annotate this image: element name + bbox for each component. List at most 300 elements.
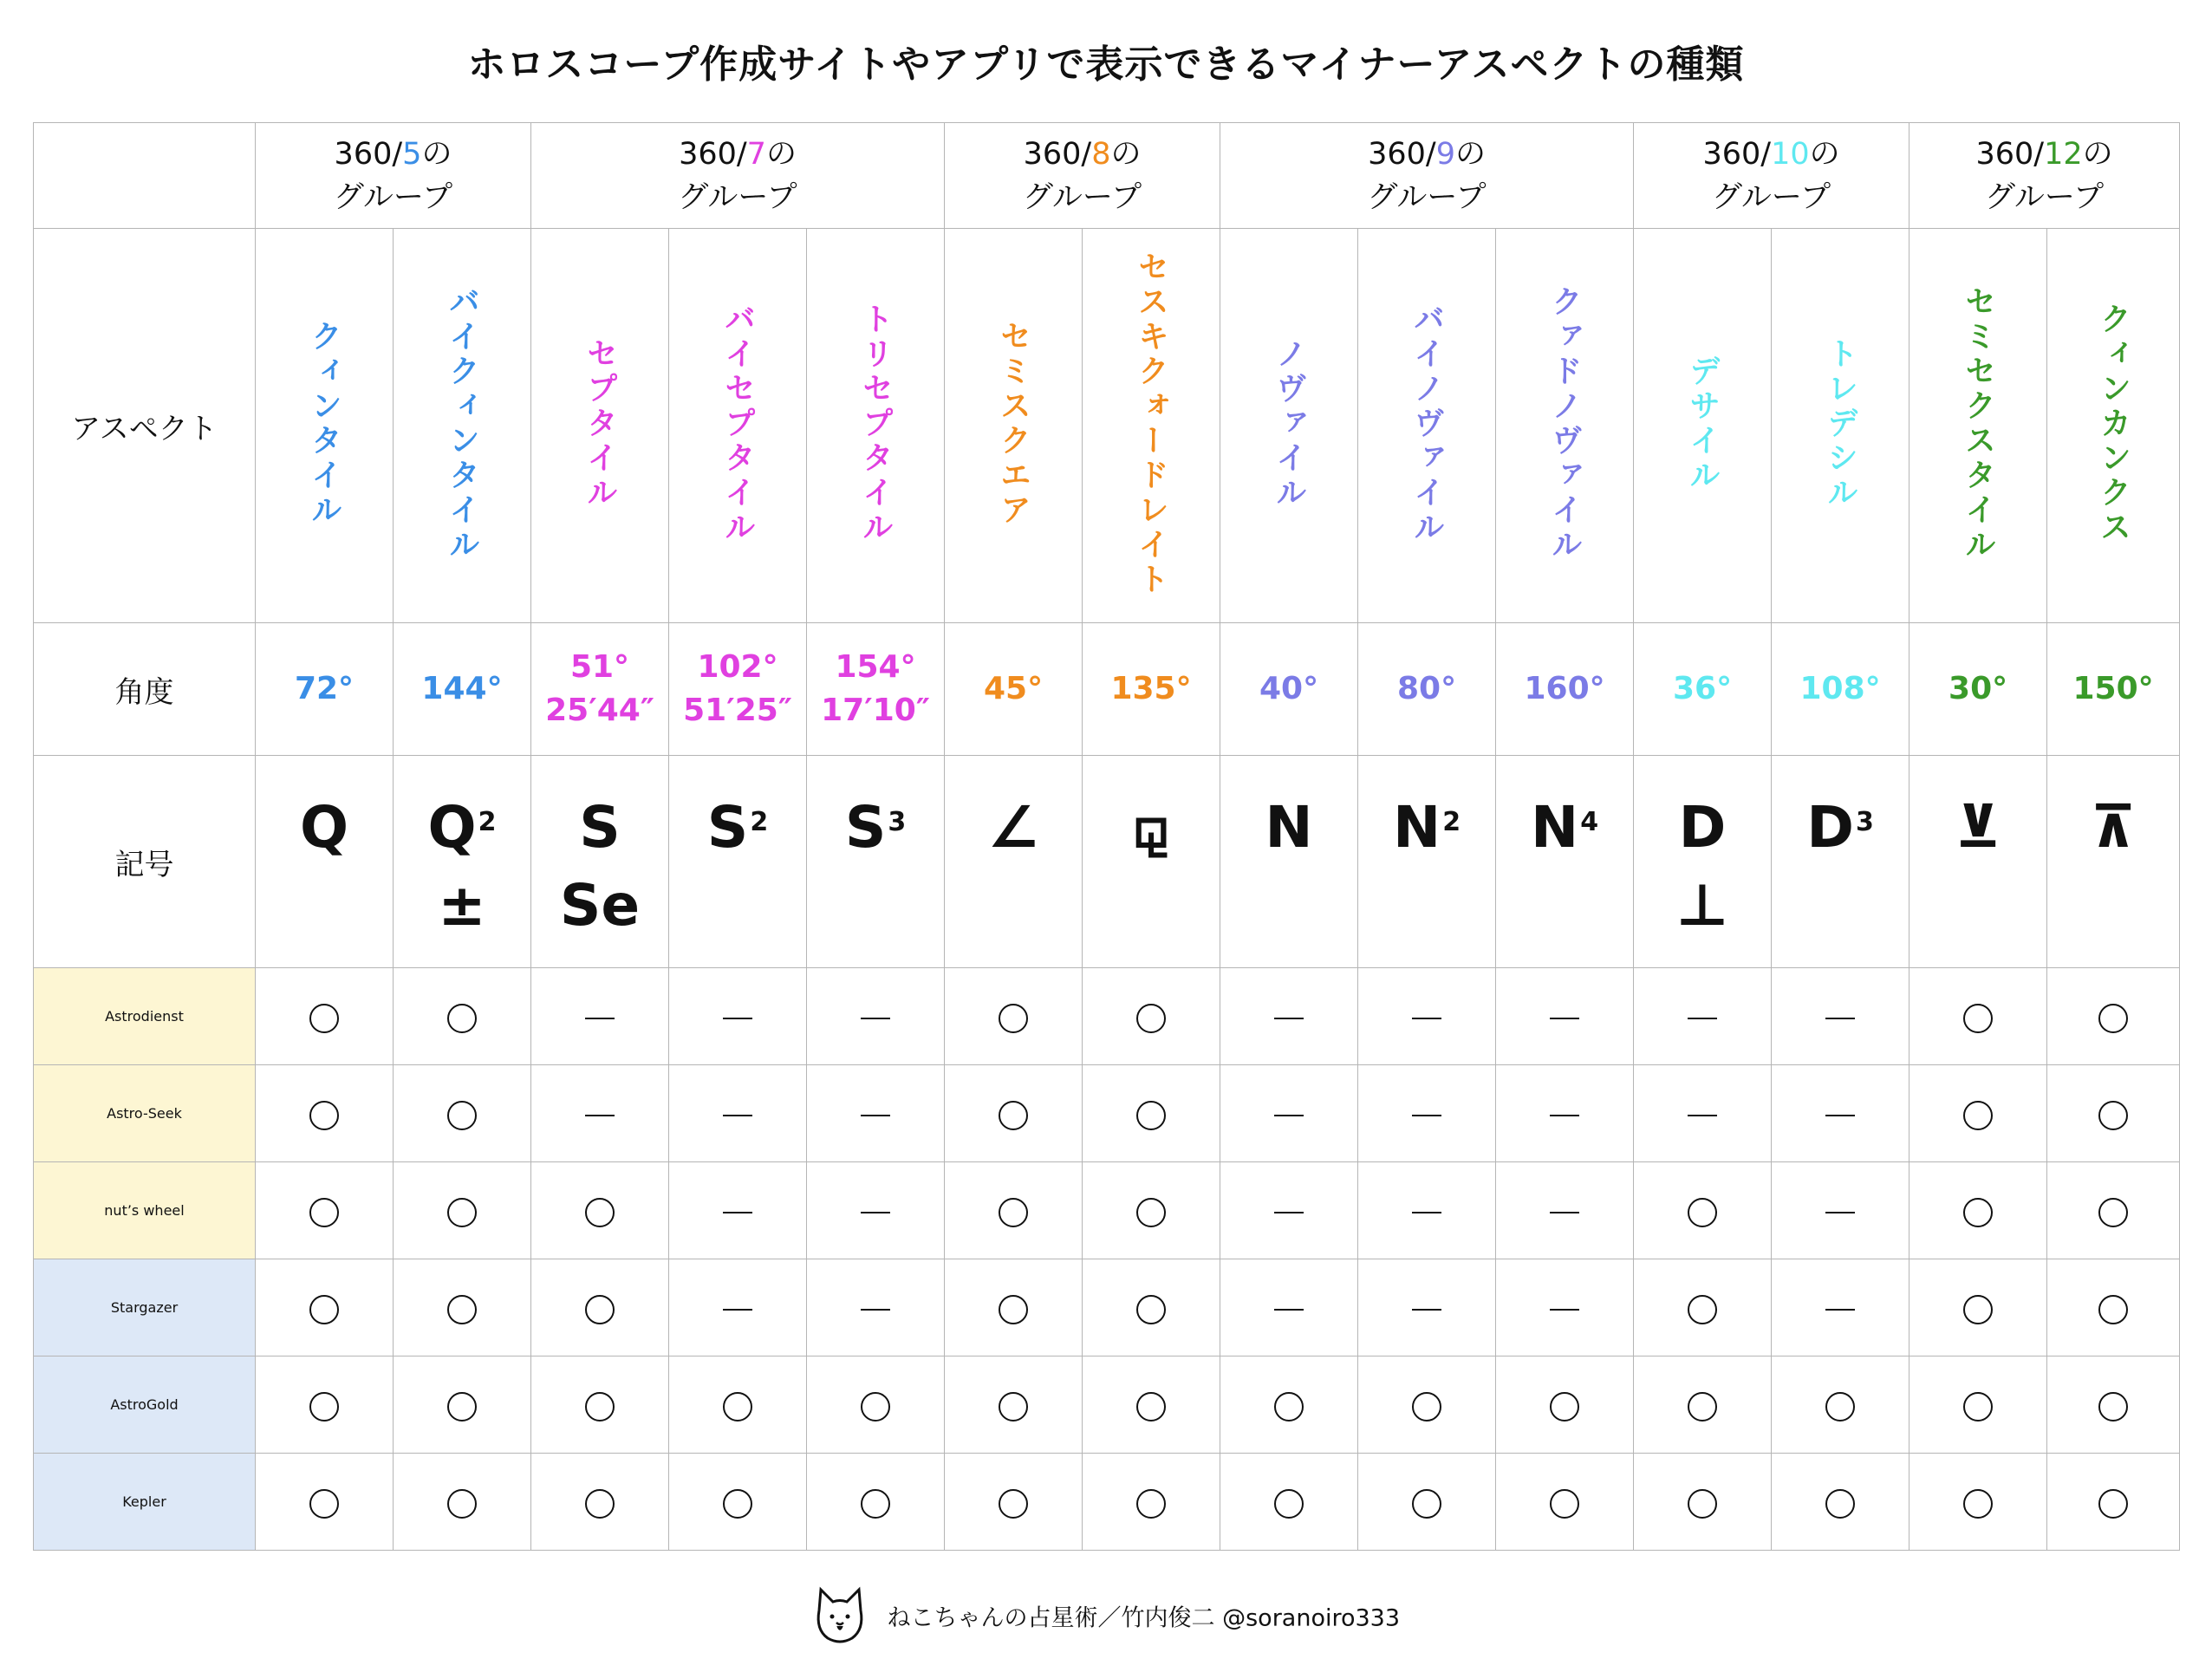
supported-mark: [999, 1198, 1028, 1227]
angle-degrees: 30°: [1949, 671, 2008, 706]
symbol-superscript: 2: [750, 807, 769, 837]
group-suffix: の: [1454, 136, 1486, 172]
support-cell: [1358, 1259, 1496, 1356]
support-cell: [1634, 1162, 1772, 1259]
support-cell: [1496, 1065, 1634, 1162]
support-cell: [1772, 1259, 1909, 1356]
group-prefix: 360/: [1368, 136, 1436, 172]
supported-mark: [1963, 1198, 1993, 1227]
unsupported-mark: [1825, 1212, 1855, 1213]
supported-mark: [309, 1489, 339, 1519]
group-prefix: 360/: [679, 136, 747, 172]
aspect-name: クィンタイル: [306, 320, 342, 528]
aspect-symbol: ∠: [987, 794, 1039, 861]
supported-mark: [1274, 1489, 1304, 1519]
supported-mark: [1412, 1489, 1441, 1519]
supported-mark: [309, 1004, 339, 1033]
angle-row: [34, 623, 2180, 756]
aspect-name-cell: [945, 229, 1083, 623]
angle-cell: [669, 623, 807, 756]
supported-mark: [723, 1489, 752, 1519]
support-cell: [2047, 968, 2180, 1065]
unsupported-mark: [1412, 1309, 1441, 1311]
aspect-symbol: D: [1678, 794, 1727, 861]
symbol-cell: [2047, 756, 2180, 968]
support-cell: [1083, 1162, 1220, 1259]
aspect-name: デサイル: [1684, 355, 1721, 493]
supported-mark: [447, 1101, 477, 1130]
support-cell: [256, 1162, 394, 1259]
aspect-name: バイセプタイル: [719, 303, 756, 545]
unsupported-mark: [861, 1212, 890, 1213]
aspect-symbol: S: [579, 794, 621, 861]
unsupported-mark: [1274, 1309, 1304, 1311]
symbol-superscript: 2: [1442, 807, 1461, 837]
support-cell: [1496, 1356, 1634, 1454]
support-cell: [1220, 1162, 1358, 1259]
aspect-name-cell: [1909, 229, 2047, 623]
aspect-symbol: ⊼: [2090, 794, 2137, 861]
unsupported-mark: [723, 1018, 752, 1019]
aspect-name: トリセプタイル: [857, 303, 894, 545]
group-number: 9: [1435, 136, 1455, 172]
aspect-name: セスキクォードレイト: [1133, 250, 1169, 597]
support-cell: [394, 1356, 531, 1454]
supported-mark: [2098, 1295, 2128, 1324]
angle-cell: [531, 623, 669, 756]
supported-mark: [1136, 1101, 1166, 1130]
supported-mark: [723, 1392, 752, 1422]
app-name: AstroGold: [34, 1356, 256, 1454]
unsupported-mark: [1412, 1018, 1441, 1019]
symbol-cell: [1772, 756, 1909, 968]
unsupported-mark: [1274, 1212, 1304, 1213]
supported-mark: [309, 1198, 339, 1227]
support-cell: [945, 1259, 1083, 1356]
unsupported-mark: [1274, 1018, 1304, 1019]
angle-cell: [1496, 623, 1634, 756]
angle-degrees: 72°: [294, 671, 355, 706]
angle-cell: [945, 623, 1083, 756]
unsupported-mark: [1550, 1115, 1579, 1116]
support-cell: [945, 968, 1083, 1065]
angle-degrees: 135°: [1110, 671, 1192, 706]
support-cell: [1909, 1356, 2047, 1454]
angle-cell: [394, 623, 531, 756]
supported-mark: [999, 1489, 1028, 1519]
supported-mark: [1412, 1392, 1441, 1422]
unsupported-mark: [1825, 1115, 1855, 1116]
angle-cell: [1634, 623, 1772, 756]
symbol-cell: [1634, 756, 1772, 968]
support-cell: [1634, 1356, 1772, 1454]
support-cell: [531, 1356, 669, 1454]
symbol-cell: [669, 756, 807, 968]
app-row: [34, 968, 2180, 1065]
symbol-cell: [394, 756, 531, 968]
supported-mark: [1963, 1489, 1993, 1519]
support-cell: [1083, 1065, 1220, 1162]
angle-degrees: 154°: [835, 649, 916, 685]
symbol-cell: [1083, 756, 1220, 968]
supported-mark: [2098, 1101, 2128, 1130]
symbol-superscript: 2: [478, 807, 497, 837]
group-label: グループ: [1984, 179, 2105, 215]
support-cell: [1358, 1065, 1496, 1162]
aspect-symbol: N: [1265, 794, 1313, 861]
support-cell: [1496, 1454, 1634, 1551]
unsupported-mark: [1688, 1115, 1717, 1116]
supported-mark: [2098, 1198, 2128, 1227]
aspect-name-cell: [394, 229, 531, 623]
app-name: nut’s wheel: [34, 1162, 256, 1259]
support-cell: [394, 1259, 531, 1356]
support-cell: [1083, 968, 1220, 1065]
aspect-name: クィンカンクス: [2095, 303, 2131, 545]
group-label: グループ: [678, 179, 797, 215]
angle-degrees: 80°: [1396, 671, 1457, 706]
app-row: [34, 1454, 2180, 1551]
support-cell: [1909, 1454, 2047, 1551]
row-label-aspect: アスペクト: [34, 229, 256, 623]
aspect-name: トレデシル: [1822, 337, 1858, 511]
supported-mark: [1963, 1295, 1993, 1324]
support-cell: [1909, 968, 2047, 1065]
aspect-name: クァドノヴァイル: [1546, 285, 1583, 563]
group-suffix: の: [2082, 136, 2113, 172]
group-label: グループ: [333, 179, 453, 215]
supported-mark: [1825, 1489, 1855, 1519]
group-header: [1220, 123, 1634, 229]
unsupported-mark: [1412, 1212, 1441, 1213]
support-cell: [531, 968, 669, 1065]
unsupported-mark: [1412, 1115, 1441, 1116]
unsupported-mark: [1550, 1309, 1579, 1311]
aspect-name-cell: [1772, 229, 1909, 623]
aspect-symbol-alt: Se: [559, 872, 641, 939]
aspect-name: セミスクエア: [995, 320, 1031, 528]
symbol-cell: [256, 756, 394, 968]
aspect-name: セミセクスタイル: [1960, 285, 1996, 563]
support-cell: [1634, 968, 1772, 1065]
aspect-symbol: ⚼: [1131, 794, 1171, 861]
support-cell: [807, 968, 945, 1065]
group-prefix: 360/: [334, 136, 403, 172]
support-cell: [2047, 1356, 2180, 1454]
supported-mark: [999, 1101, 1028, 1130]
angle-cell: [2047, 623, 2180, 756]
support-cell: [256, 1454, 394, 1551]
support-cell: [1358, 1454, 1496, 1551]
unsupported-mark: [1550, 1018, 1579, 1019]
support-cell: [531, 1065, 669, 1162]
aspect-name-cell: [256, 229, 394, 623]
corner-cell: [34, 123, 256, 229]
supported-mark: [999, 1004, 1028, 1033]
aspect-symbol: N: [1392, 794, 1441, 861]
app-name: Kepler: [34, 1454, 256, 1551]
support-cell: [2047, 1065, 2180, 1162]
support-cell: [1909, 1259, 2047, 1356]
support-cell: [945, 1162, 1083, 1259]
angle-minutes: 51′25″: [683, 693, 792, 728]
supported-mark: [309, 1392, 339, 1422]
aspect-name-cell: [1358, 229, 1496, 623]
support-cell: [1083, 1454, 1220, 1551]
support-cell: [807, 1356, 945, 1454]
aspect-name-cell: [1496, 229, 1634, 623]
supported-mark: [585, 1392, 615, 1422]
group-prefix: 360/: [1702, 136, 1772, 172]
supported-mark: [1963, 1101, 1993, 1130]
group-header: [531, 123, 945, 229]
symbol-row: [34, 756, 2180, 968]
angle-degrees: 51°: [569, 649, 630, 685]
unsupported-mark: [861, 1018, 890, 1019]
group-label: グループ: [1711, 179, 1831, 215]
support-cell: [1083, 1356, 1220, 1454]
aspect-symbol: N: [1530, 794, 1579, 861]
support-cell: [394, 1454, 531, 1551]
aspect-name-cell: [807, 229, 945, 623]
aspect-name: バイクィンタイル: [444, 285, 480, 563]
supported-mark: [2098, 1392, 2128, 1422]
supported-mark: [1274, 1392, 1304, 1422]
angle-cell: [807, 623, 945, 756]
app-row: [34, 1356, 2180, 1454]
symbol-cell: [1496, 756, 1634, 968]
support-cell: [1772, 1162, 1909, 1259]
unsupported-mark: [723, 1115, 752, 1116]
symbol-cell: [807, 756, 945, 968]
aspect-symbol: ⊻: [1955, 794, 2001, 861]
aspect-symbol: Q: [427, 794, 477, 861]
angle-minutes: 17′10″: [821, 693, 930, 728]
support-cell: [807, 1162, 945, 1259]
support-cell: [256, 1065, 394, 1162]
angle-degrees: 144°: [421, 671, 503, 706]
app-name: Stargazer: [34, 1259, 256, 1356]
support-cell: [1496, 1259, 1634, 1356]
aspect-name: セプタイル: [582, 337, 618, 511]
supported-mark: [309, 1295, 339, 1324]
support-cell: [1220, 1065, 1358, 1162]
angle-degrees: 36°: [1673, 671, 1733, 706]
angle-degrees: 40°: [1259, 671, 1319, 706]
app-name: Astrodienst: [34, 968, 256, 1065]
support-cell: [256, 1259, 394, 1356]
group-header: [1909, 123, 2180, 229]
support-cell: [1220, 1259, 1358, 1356]
supported-mark: [447, 1004, 477, 1033]
unsupported-mark: [1550, 1212, 1579, 1213]
symbol-cell: [1358, 756, 1496, 968]
unsupported-mark: [1274, 1115, 1304, 1116]
supported-mark: [2098, 1489, 2128, 1519]
group-header: [256, 123, 531, 229]
aspect-table: [33, 122, 2180, 1551]
unsupported-mark: [585, 1115, 615, 1116]
aspect-symbol: S: [706, 794, 749, 861]
supported-mark: [585, 1198, 615, 1227]
support-cell: [256, 1356, 394, 1454]
support-cell: [1772, 1065, 1909, 1162]
supported-mark: [309, 1101, 339, 1130]
support-cell: [669, 1259, 807, 1356]
aspect-name-cell: [669, 229, 807, 623]
support-cell: [669, 1162, 807, 1259]
aspect-symbol-alt: ⊥: [1675, 872, 1729, 939]
support-cell: [1220, 1454, 1358, 1551]
support-cell: [1220, 968, 1358, 1065]
aspect-name-cell: [1220, 229, 1358, 623]
unsupported-mark: [1825, 1309, 1855, 1311]
unsupported-mark: [723, 1309, 752, 1311]
group-label: グループ: [1022, 179, 1142, 215]
supported-mark: [1136, 1198, 1166, 1227]
angle-degrees: 45°: [983, 671, 1044, 706]
supported-mark: [1963, 1004, 1993, 1033]
support-cell: [945, 1454, 1083, 1551]
aspect-symbol: Q: [299, 794, 349, 861]
group-header: [945, 123, 1220, 229]
unsupported-mark: [861, 1309, 890, 1311]
supported-mark: [1136, 1295, 1166, 1324]
supported-mark: [447, 1295, 477, 1324]
angle-cell: [1358, 623, 1496, 756]
row-label-symbol: 記号: [34, 756, 256, 968]
support-cell: [669, 1065, 807, 1162]
supported-mark: [585, 1489, 615, 1519]
group-prefix: 360/: [1023, 136, 1092, 172]
group-suffix: の: [1809, 136, 1840, 172]
supported-mark: [999, 1295, 1028, 1324]
supported-mark: [585, 1295, 615, 1324]
symbol-cell: [945, 756, 1083, 968]
supported-mark: [861, 1392, 890, 1422]
row-label-angle: 角度: [34, 623, 256, 756]
support-cell: [2047, 1162, 2180, 1259]
support-cell: [1772, 968, 1909, 1065]
angle-cell: [1083, 623, 1220, 756]
support-cell: [1909, 1162, 2047, 1259]
angle-cell: [256, 623, 394, 756]
support-cell: [394, 1065, 531, 1162]
supported-mark: [1550, 1489, 1579, 1519]
support-cell: [1909, 1065, 2047, 1162]
angle-cell: [1772, 623, 1909, 756]
support-cell: [531, 1259, 669, 1356]
angle-degrees: 160°: [1524, 671, 1605, 706]
unsupported-mark: [723, 1212, 752, 1213]
support-cell: [807, 1065, 945, 1162]
aspect-name-cell: [531, 229, 669, 623]
angle-cell: [1909, 623, 2047, 756]
support-cell: [807, 1454, 945, 1551]
support-cell: [531, 1454, 669, 1551]
group-number: 12: [2044, 136, 2083, 172]
support-cell: [807, 1259, 945, 1356]
support-cell: [945, 1065, 1083, 1162]
supported-mark: [1688, 1489, 1717, 1519]
support-cell: [945, 1356, 1083, 1454]
symbol-superscript: 3: [1856, 807, 1874, 837]
aspect-symbol-alt: ±: [438, 872, 486, 939]
aspect-symbol: S: [844, 794, 887, 861]
support-cell: [1496, 1162, 1634, 1259]
angle-cell: [1220, 623, 1358, 756]
symbol-superscript: 4: [1580, 807, 1599, 837]
supported-mark: [447, 1392, 477, 1422]
support-cell: [1634, 1259, 1772, 1356]
support-cell: [1358, 1356, 1496, 1454]
support-cell: [1496, 968, 1634, 1065]
supported-mark: [1136, 1489, 1166, 1519]
group-number: 7: [746, 136, 766, 172]
support-cell: [669, 968, 807, 1065]
supported-mark: [999, 1392, 1028, 1422]
supported-mark: [1825, 1392, 1855, 1422]
supported-mark: [861, 1489, 890, 1519]
group-number: 10: [1771, 136, 1810, 172]
unsupported-mark: [861, 1115, 890, 1116]
aspect-name: バイノヴァイル: [1409, 303, 1445, 545]
support-cell: [394, 968, 531, 1065]
support-cell: [1083, 1259, 1220, 1356]
supported-mark: [447, 1489, 477, 1519]
angle-degrees: 102°: [697, 649, 778, 685]
footer-credit: ねこちゃんの占星術／竹内俊二 @soranoiro333: [887, 1604, 1401, 1632]
unsupported-mark: [1688, 1018, 1717, 1019]
supported-mark: [447, 1198, 477, 1227]
unsupported-mark: [1825, 1018, 1855, 1019]
support-cell: [1358, 968, 1496, 1065]
support-cell: [2047, 1259, 2180, 1356]
angle-minutes: 25′44″: [545, 693, 654, 728]
support-cell: [669, 1454, 807, 1551]
app-name: Astro-Seek: [34, 1065, 256, 1162]
symbol-cell: [1220, 756, 1358, 968]
group-suffix: の: [765, 136, 797, 172]
page-title: ホロスコープ作成サイトやアプリで表示できるマイナーアスペクトの種類: [467, 42, 1745, 87]
supported-mark: [1688, 1295, 1717, 1324]
supported-mark: [1550, 1392, 1579, 1422]
support-cell: [1772, 1356, 1909, 1454]
app-row: [34, 1065, 2180, 1162]
support-cell: [531, 1162, 669, 1259]
app-row: [34, 1259, 2180, 1356]
group-label: グループ: [1367, 179, 1487, 215]
aspect-name-cell: [1083, 229, 1220, 623]
support-cell: [2047, 1454, 2180, 1551]
support-cell: [1358, 1162, 1496, 1259]
unsupported-mark: [585, 1018, 615, 1019]
symbol-cell: [531, 756, 669, 968]
symbol-superscript: 3: [888, 807, 907, 837]
support-cell: [394, 1162, 531, 1259]
supported-mark: [1136, 1004, 1166, 1033]
angle-degrees: 108°: [1799, 671, 1881, 706]
footer: [0, 1584, 2212, 1647]
group-header-row: [34, 123, 2180, 229]
group-number: 8: [1091, 136, 1111, 172]
aspect-name-cell: [2047, 229, 2180, 623]
group-suffix: の: [1110, 136, 1142, 172]
support-cell: [256, 968, 394, 1065]
aspect-name-cell: [1634, 229, 1772, 623]
angle-degrees: 150°: [2072, 671, 2154, 706]
supported-mark: [1136, 1392, 1166, 1422]
